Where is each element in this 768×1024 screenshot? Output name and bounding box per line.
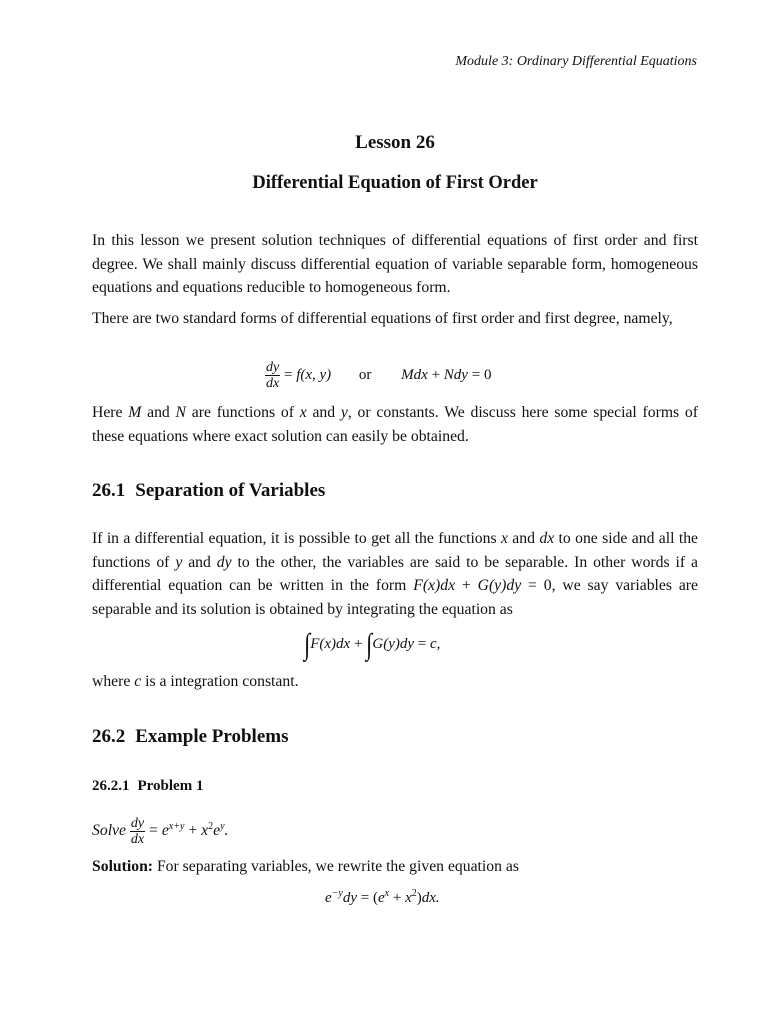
integral-equation: ∫F(x)dx + ∫G(y)dy = c, (304, 628, 441, 661)
separated-equation: $e^{-y}dy = (e^x + x^2)dx$. (325, 888, 440, 906)
standard-forms-equation: $\frac{dy}{dx}$ = f(x, y) or Mdx + Ndy = 0 (266, 360, 492, 391)
section-heading-separation: 26.1 Separation of Variables (92, 480, 326, 501)
running-head: Module 3: Ordinary Differential Equations (455, 54, 697, 69)
separation-paragraph: If in a differential equation, it is possible to get all the functions x and dx to one side and all the functions of y and dy to the other, the variables are said to be separable. In other words if a differential equation can be written in the form F(x)dx + G(y)dy = 0, we say variables are separable and its solution is obtained by integrating the equation as (92, 530, 698, 618)
integration-constant-paragraph: where c is a integration constant. (92, 673, 299, 690)
lesson-subtitle: Differential Equation of First Order (252, 173, 538, 193)
lesson-title: Lesson 26 (355, 132, 435, 153)
subsection-heading-problem-1: 26.2.1 Problem 1 (92, 778, 204, 794)
intro-paragraph: In this lesson we present solution techniques of differential equations of first order and first degree. We shall mainly discuss differential equation of variable separable form, homogeneous equations and equations reducible to homogeneous form. (92, 232, 698, 296)
solution-paragraph: Solution: For separating variables, we rewrite the given equation as (92, 858, 519, 875)
standard-forms-paragraph: There are two standard forms of differential equations of first order and first degree, namely, (92, 310, 673, 327)
problem-statement: Solve $\frac{dy}{dx}$ = $e^{x+y} + x^2e^y$. (92, 816, 229, 847)
section-heading-examples: 26.2 Example Problems (92, 726, 289, 747)
functions-paragraph: Here M and N are functions of x and y, or constants. We discuss here some special forms of these equations where exact solution can easily be obtained. (92, 404, 698, 445)
or-word: or (358, 366, 372, 383)
